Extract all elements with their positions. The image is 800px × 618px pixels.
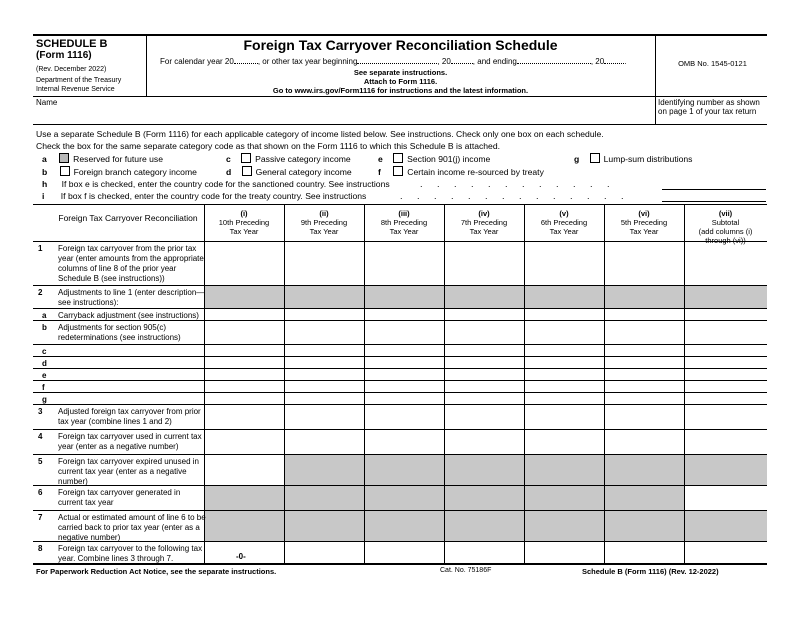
shaded-cell — [284, 285, 364, 308]
category-g — [574, 153, 692, 164]
beginning-date-field[interactable] — [357, 63, 437, 64]
shaded-cell — [444, 285, 524, 308]
category-e-checkbox[interactable] — [393, 153, 403, 163]
shaded-cell — [364, 485, 444, 510]
category-a-label: Reserved for future use — [73, 154, 163, 164]
calendar-period: . — [624, 57, 627, 66]
identifying-number-label: Identifying number as shown on page 1 of your tax return — [658, 98, 760, 116]
shaded-cell — [444, 510, 524, 541]
line-i-country-field[interactable] — [662, 201, 766, 202]
amount-cell-line-a-col-7[interactable] — [684, 308, 767, 320]
column-header-line-2: Tax Year — [229, 227, 259, 236]
line-number: 4 — [38, 432, 43, 441]
line-description: Adjustments for section 905(c) redeterminations (see instructions) — [58, 323, 181, 342]
amount-cell-line-8-col-7[interactable] — [684, 541, 767, 563]
amount-cell-line-g-col-2[interactable] — [284, 392, 364, 404]
amount-cell-line-g-col-7[interactable] — [684, 392, 767, 404]
header-bottom-rule — [33, 96, 767, 97]
amount-cell-line-1-col-4[interactable] — [444, 241, 524, 285]
amount-cell-line-1-col-7[interactable] — [684, 241, 767, 285]
ending-date-field[interactable] — [517, 63, 591, 64]
table-row-rule — [33, 510, 767, 511]
amount-cell-line-d-col-3[interactable] — [364, 356, 444, 368]
amount-cell-line-a-col-5[interactable] — [524, 308, 604, 320]
amount-cell-line-b-col-5[interactable] — [524, 320, 604, 344]
line-h-text: If box e is checked, enter the country code for the sanctioned country. See instructions — [61, 179, 390, 189]
category-d-letter: d — [226, 167, 232, 177]
goto-note: Go to www.irs.gov/Form1116 for instructions and the latest information. — [272, 86, 529, 95]
table-column-rule — [604, 204, 605, 563]
amount-cell-line-e-col-2[interactable] — [284, 368, 364, 380]
category-d-label: General category income — [255, 167, 352, 177]
amount-cell-line-3-col-6[interactable] — [604, 404, 684, 429]
shaded-cell — [364, 454, 444, 485]
column-header-line-2: Tax Year — [629, 227, 659, 236]
line-number: 6 — [38, 488, 43, 497]
amount-cell-line-g-col-4[interactable] — [444, 392, 524, 404]
shaded-cell — [524, 285, 604, 308]
line-number: 7 — [38, 513, 43, 522]
top-rule — [33, 34, 767, 36]
shaded-cell — [684, 285, 767, 308]
amount-cell-line-e-col-4[interactable] — [444, 368, 524, 380]
line-number: f — [42, 383, 45, 392]
table-first-column-header: Foreign Tax Carryover Reconciliation — [58, 213, 198, 223]
amount-cell-line-b-col-6[interactable] — [604, 320, 684, 344]
amount-cell-line-c-col-6[interactable] — [604, 344, 684, 356]
amount-cell-line-8-col-4[interactable] — [444, 541, 524, 563]
shaded-cell — [684, 454, 767, 485]
category-e-letter: e — [378, 154, 383, 164]
amount-cell-line-e-col-6[interactable] — [604, 368, 684, 380]
category-c-checkbox[interactable] — [241, 153, 251, 163]
shaded-cell — [364, 285, 444, 308]
line-i-dots: . . . . . . . . . . . . . . — [400, 191, 630, 201]
shaded-cell — [204, 285, 284, 308]
amount-cell-line-a-col-2[interactable] — [284, 308, 364, 320]
calendar-year-line — [160, 57, 626, 66]
name-input[interactable] — [36, 106, 650, 122]
amount-cell-line-1-col-3[interactable] — [364, 241, 444, 285]
shaded-cell — [604, 510, 684, 541]
column-header-number: (i) — [240, 209, 248, 218]
amount-cell-line-e-col-7[interactable] — [684, 368, 767, 380]
amount-cell-line-a-col-6[interactable] — [604, 308, 684, 320]
amount-cell-line-b-col-7[interactable] — [684, 320, 767, 344]
amount-cell-line-f-col-4[interactable] — [444, 380, 524, 392]
category-c — [226, 153, 351, 164]
category-b-checkbox[interactable] — [60, 166, 70, 176]
footer-cat-number: Cat. No. 75186F — [440, 567, 492, 574]
amount-cell-line-g-col-5[interactable] — [524, 392, 604, 404]
line-8-column-1-value: -0- — [236, 552, 246, 561]
omb-number: OMB No. 1545-0121 — [678, 59, 747, 68]
shaded-cell — [524, 485, 604, 510]
amount-cell-line-d-col-2[interactable] — [284, 356, 364, 368]
line-h — [42, 179, 390, 189]
amount-cell-line-6-col-7[interactable] — [684, 485, 767, 510]
amount-cell-line-3-col-5[interactable] — [524, 404, 604, 429]
column-header-1 — [204, 209, 284, 236]
header-divider-right — [655, 35, 656, 97]
column-header-number: (vii) — [718, 209, 733, 218]
line-h-country-field[interactable] — [662, 189, 766, 190]
category-d — [226, 166, 352, 177]
amount-cell-line-c-col-1[interactable] — [204, 344, 284, 356]
amount-cell-line-f-col-2[interactable] — [284, 380, 364, 392]
table-column-rule — [364, 204, 365, 563]
category-a-letter: a — [42, 154, 47, 164]
amount-cell-line-b-col-1[interactable] — [204, 320, 284, 344]
amount-cell-line-8-col-5[interactable] — [524, 541, 604, 563]
name-bottom-rule — [33, 124, 767, 125]
shaded-cell — [284, 510, 364, 541]
attach-note: Attach to Form 1116. — [363, 77, 438, 86]
amount-cell-line-4-col-2[interactable] — [284, 429, 364, 454]
shaded-cell — [604, 485, 684, 510]
amount-cell-line-3-col-4[interactable] — [444, 404, 524, 429]
category-g-label: Lump-sum distributions — [603, 154, 693, 164]
amount-cell-line-a-col-3[interactable] — [364, 308, 444, 320]
amount-cell-line-1-col-2[interactable] — [284, 241, 364, 285]
amount-cell-line-4-col-1[interactable] — [204, 429, 284, 454]
line-description: Foreign tax carryover to the following tax year. Combine lines 3 through 7. — [58, 544, 203, 563]
amount-cell-line-4-col-5[interactable] — [524, 429, 604, 454]
column-header-line-2: Tax Year — [309, 227, 339, 236]
line-description: Foreign tax carryover expired unused in current tax year (enter as a negative number) — [58, 457, 199, 486]
amount-cell-line-4-col-3[interactable] — [364, 429, 444, 454]
column-header-line-2: Tax Year — [469, 227, 499, 236]
column-header-5 — [524, 209, 604, 236]
amount-cell-line-d-col-4[interactable] — [444, 356, 524, 368]
category-c-letter: c — [226, 154, 231, 164]
amount-cell-line-f-col-7[interactable] — [684, 380, 767, 392]
amount-cell-line-f-col-5[interactable] — [524, 380, 604, 392]
schedule-label: SCHEDULE B — [36, 38, 108, 50]
line-description: Foreign tax carryover from the prior tax year (enter amounts from the appropriate columns of line 8 of the prior year Schedule B (see instructions)) — [58, 244, 204, 283]
adjustment-description-input[interactable] — [58, 344, 202, 356]
line-description: Foreign tax carryover generated in current tax year — [58, 488, 181, 507]
adjustment-description-input[interactable] — [58, 392, 202, 404]
dept-treasury: Department of the Treasury — [36, 77, 122, 84]
column-header-line-1: 7th Preceding — [460, 218, 508, 227]
category-d-checkbox[interactable] — [242, 166, 252, 176]
amount-cell-line-e-col-1[interactable] — [204, 368, 284, 380]
line-h-letter: h — [42, 179, 48, 189]
shaded-cell — [204, 485, 284, 510]
amount-cell-line-1-col-1[interactable] — [204, 241, 284, 285]
shaded-cell — [604, 285, 684, 308]
dept-irs: Internal Revenue Service — [36, 86, 115, 93]
instructions-line-2: Check the box for the same separate category code as that shown on the Form 1116 to which this Schedule B is attached. — [36, 141, 501, 151]
category-b — [42, 166, 197, 177]
column-header-number: (v) — [559, 209, 569, 218]
amount-cell-line-d-col-1[interactable] — [204, 356, 284, 368]
shaded-cell — [204, 510, 284, 541]
table-row-rule — [33, 285, 767, 286]
column-header-3 — [364, 209, 444, 236]
table-top-rule — [33, 204, 767, 205]
amount-cell-line-b-col-2[interactable] — [284, 320, 364, 344]
line-number: 8 — [38, 544, 43, 553]
column-header-number: (iv) — [478, 209, 490, 218]
amount-cell-line-c-col-5[interactable] — [524, 344, 604, 356]
category-a — [42, 153, 163, 164]
column-header-4 — [444, 209, 524, 236]
table-row-rule — [33, 404, 767, 405]
line-number: a — [42, 311, 47, 320]
adjustment-description-input[interactable] — [58, 380, 202, 392]
amount-cell-line-1-col-6[interactable] — [604, 241, 684, 285]
line-description: Adjusted foreign tax carryover from prior tax year (combine lines 1 and 2) — [58, 407, 201, 426]
footer-paperwork-notice: For Paperwork Reduction Act Notice, see the separate instructions. — [36, 567, 277, 576]
column-header-number: (iii) — [398, 209, 410, 218]
column-header-line-1: 8th Preceding — [380, 218, 428, 227]
line-description: Foreign tax carryover used in current tax year (enter as a negative number) — [58, 432, 202, 451]
column-header-number: (vi) — [638, 209, 650, 218]
column-header-7 — [684, 209, 767, 245]
column-header-line-2: Tax Year — [549, 227, 579, 236]
column-header-2 — [284, 209, 364, 236]
amount-cell-line-c-col-3[interactable] — [364, 344, 444, 356]
category-e-label: Section 901(j) income — [407, 154, 491, 164]
amount-cell-line-g-col-3[interactable] — [364, 392, 444, 404]
shaded-cell — [444, 485, 524, 510]
instructions-line-1: Use a separate Schedule B (Form 1116) for each applicable category of income listed below. See instructions. Check only one box on each schedule. — [36, 129, 604, 139]
table-column-rule — [524, 204, 525, 563]
amount-cell-line-d-col-5[interactable] — [524, 356, 604, 368]
amount-cell-line-3-col-3[interactable] — [364, 404, 444, 429]
shaded-cell — [604, 454, 684, 485]
table-row-rule — [33, 241, 767, 242]
category-c-label: Passive category income — [255, 154, 351, 164]
category-f — [378, 166, 544, 177]
amount-cell-line-5-col-1[interactable] — [204, 454, 284, 485]
amount-cell-line-g-col-6[interactable] — [604, 392, 684, 404]
line-i — [42, 191, 366, 201]
amount-cell-line-c-col-2[interactable] — [284, 344, 364, 356]
amount-cell-line-a-col-4[interactable] — [444, 308, 524, 320]
category-g-letter: g — [574, 154, 580, 164]
see-separate-instructions: See separate instructions. — [353, 68, 448, 77]
line-number: e — [42, 371, 47, 380]
shaded-cell — [364, 510, 444, 541]
line-description: Actual or estimated amount of line 6 to be carried back to prior tax year (enter as a negative number) — [58, 513, 206, 542]
calendar-mid: , or other tax year beginning — [257, 57, 358, 66]
column-header-line-3: through (vi)) — [705, 236, 746, 245]
table-row-rule — [33, 308, 767, 309]
line-number: 5 — [38, 457, 43, 466]
beginning-year-label: , 20 — [437, 57, 451, 66]
column-header-line-1: 6th Preceding — [540, 218, 588, 227]
shaded-cell — [684, 510, 767, 541]
category-f-checkbox[interactable] — [393, 166, 403, 176]
column-header-number: (ii) — [319, 209, 329, 218]
line-number: 1 — [38, 244, 43, 253]
amount-cell-line-d-col-6[interactable] — [604, 356, 684, 368]
column-header-line-1: 9th Preceding — [300, 218, 348, 227]
category-a-checkbox — [59, 153, 69, 163]
shaded-cell — [284, 485, 364, 510]
table-row-rule — [33, 454, 767, 455]
name-label: Name — [36, 98, 58, 107]
amount-cell-line-b-col-4[interactable] — [444, 320, 524, 344]
amount-cell-line-f-col-1[interactable] — [204, 380, 284, 392]
line-i-letter: i — [42, 191, 45, 201]
line-number: b — [42, 323, 47, 332]
revision-date: (Rev. December 2022) — [36, 66, 107, 73]
column-header-line-1: 5th Preceding — [620, 218, 668, 227]
amount-cell-line-e-col-5[interactable] — [524, 368, 604, 380]
adjustment-description-input[interactable] — [58, 356, 202, 368]
category-b-letter: b — [42, 167, 48, 177]
category-g-checkbox[interactable] — [590, 153, 600, 163]
amount-cell-line-f-col-6[interactable] — [604, 380, 684, 392]
column-header-line-2: Tax Year — [389, 227, 419, 236]
line-i-text: If box f is checked, enter the country code for the treaty country. See instructions — [60, 191, 367, 201]
adjustment-description-input[interactable] — [58, 368, 202, 380]
amount-cell-line-1-col-5[interactable] — [524, 241, 604, 285]
line-number: 3 — [38, 407, 43, 416]
amount-cell-line-8-col-2[interactable] — [284, 541, 364, 563]
amount-cell-line-8-col-6[interactable] — [604, 541, 684, 563]
calendar-prefix: For calendar year 20 — [160, 57, 234, 66]
amount-cell-line-4-col-4[interactable] — [444, 429, 524, 454]
footer-rule — [33, 563, 767, 565]
amount-cell-line-b-col-3[interactable] — [364, 320, 444, 344]
table-column-rule — [284, 204, 285, 563]
line-number: d — [42, 359, 47, 368]
ending-year-field[interactable] — [604, 63, 624, 64]
category-e — [378, 153, 490, 164]
column-header-line-1: Subtotal — [711, 218, 740, 227]
amount-cell-line-3-col-7[interactable] — [684, 404, 767, 429]
amount-cell-line-c-col-4[interactable] — [444, 344, 524, 356]
form-label: (Form 1116) — [36, 50, 92, 61]
amount-cell-line-8-col-3[interactable] — [364, 541, 444, 563]
amount-cell-line-g-col-1[interactable] — [204, 392, 284, 404]
amount-cell-line-4-col-6[interactable] — [604, 429, 684, 454]
amount-cell-line-a-col-1[interactable] — [204, 308, 284, 320]
name-divider — [655, 97, 656, 125]
column-header-6 — [604, 209, 684, 236]
category-b-label: Foreign branch category income — [73, 167, 197, 177]
table-column-rule — [684, 204, 685, 563]
line-number: c — [42, 347, 47, 356]
shaded-cell — [524, 510, 604, 541]
category-f-label: Certain income re-sourced by treaty — [407, 167, 544, 177]
amount-cell-line-4-col-7[interactable] — [684, 429, 767, 454]
shaded-cell — [444, 454, 524, 485]
amount-cell-line-e-col-3[interactable] — [364, 368, 444, 380]
beginning-year-field[interactable] — [451, 63, 473, 64]
line-h-dots: . . . . . . . . . . . . — [420, 179, 616, 189]
amount-cell-line-3-col-1[interactable] — [204, 404, 284, 429]
shaded-cell — [524, 454, 604, 485]
line-description: Carryback adjustment (see instructions) — [58, 311, 199, 320]
table-row-rule — [33, 429, 767, 430]
amount-cell-line-f-col-3[interactable] — [364, 380, 444, 392]
shaded-cell — [284, 454, 364, 485]
category-f-letter: f — [378, 167, 381, 177]
amount-cell-line-c-col-7[interactable] — [684, 344, 767, 356]
page-title: Foreign Tax Carryover Reconciliation Schedule — [243, 37, 558, 53]
table-column-rule — [444, 204, 445, 563]
column-header-line-2: (add columns (i) — [698, 227, 753, 236]
line-description: Adjustments to line 1 (enter description—see instructions): — [58, 288, 205, 307]
line-number: g — [42, 395, 47, 404]
amount-cell-line-d-col-7[interactable] — [684, 356, 767, 368]
amount-cell-line-3-col-2[interactable] — [284, 404, 364, 429]
ending-year-label: , 20 — [590, 57, 605, 66]
column-header-line-1: 10th Preceding — [218, 218, 270, 227]
footer-form-id: Schedule B (Form 1116) (Rev. 12-2022) — [582, 567, 719, 576]
ending-label: , and ending — [472, 57, 517, 66]
calendar-year-field[interactable] — [234, 63, 258, 64]
line-number: 2 — [38, 288, 43, 297]
